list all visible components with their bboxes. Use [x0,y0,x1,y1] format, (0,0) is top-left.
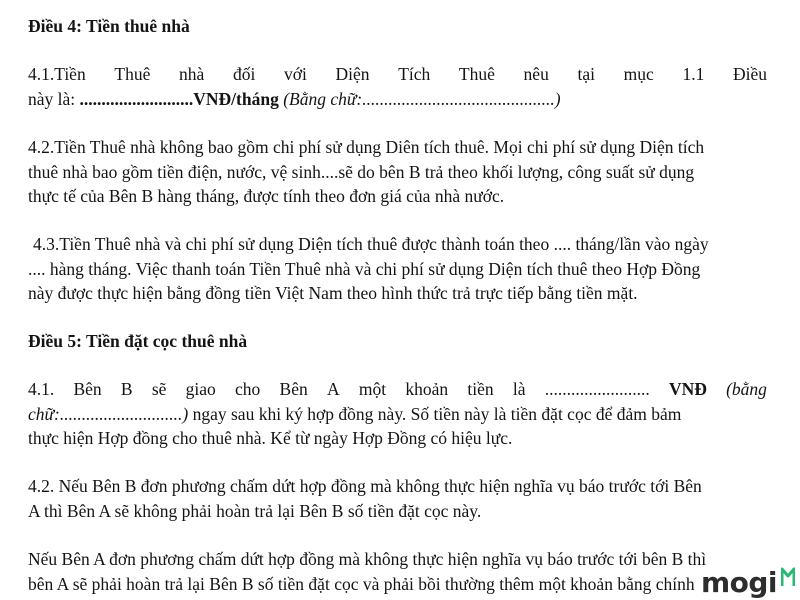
article-4-clause-1-line-1 [28,62,767,87]
word: tại [577,64,595,84]
article-5-clause-2-line-2: A thì Bên A sẽ không phải hoàn trả lại Bên B số tiền đặt cọc này. [28,500,482,521]
article-5-clause-3-line-1: Nếu Bên A đơn phương chấm dứt hợp đồng mà không thực hiện nghĩa vụ báo trước tới bên B thì [28,549,707,569]
word: tiền [467,379,494,399]
article-4-clause-2-line-3: thực tế của Bên B hàng tháng, được tính theo đơn giá của nhà nước. [28,186,505,206]
word: Bên [279,379,308,399]
word: đối [232,64,256,84]
article-5-clause-2-line-1: 4.2. Nếu Bên B đơn phương chấm dứt hợp đồng mà không thực hiện nghĩa vụ báo trước tới Bên [28,476,702,496]
word: nhà [179,64,205,84]
word: là [512,379,526,399]
word: Tích [398,64,431,84]
article-5-clause-1-line-2 [28,402,767,427]
word: Thuê [114,64,151,84]
article-5-clause-1 [28,377,767,451]
word: Bên [73,379,102,399]
article-4-clause-2-line-2: thuê nhà bao gồm tiền điện, nước, vệ sinh....sẽ do bên B trả theo khối lượng, công suất sử dụng [28,161,695,182]
word: A [326,379,340,399]
article-5-clause-1-line-1 [28,377,767,402]
document-page [28,0,767,600]
word: B [120,379,133,399]
article-4-clause-1-line-2 [28,87,767,112]
mogi-logo-text: mogi [700,566,777,599]
word: khoản [405,379,449,399]
article-4-clause-2 [28,135,767,209]
word: 4.1.Tiền [28,64,86,84]
article-4-heading: Điều 4: Tiền thuê nhà [28,16,190,36]
word: mục [623,64,654,84]
word: nêu [523,64,549,84]
word: Thuê [458,64,495,84]
article-5-clause-1-line-3: thực hiện Hợp đồng cho thuê nhà. Kể từ ngày Hợp Đồng có hiệu lực. [28,428,513,448]
deposit-currency: VNĐ [668,379,707,399]
word: một [358,379,387,399]
article-4-clause-2-line-1: 4.2.Tiền Thuê nhà không bao gồm chi phí sử dụng Diên tích thuê. Mọi chi phí sử dụng Diện tích [28,137,705,157]
article-5-clause-3 [28,547,767,596]
deposit-in-words-label: (bằng [726,379,767,399]
word: ........................ [544,379,650,399]
article-4-clause-1-text: này là: [28,88,80,109]
word: giao [185,379,216,399]
word: với [283,64,307,84]
article-5-clause-3-line-2: bên A sẽ phải hoàn trả lại Bên B số tiền đặt cọc và phải bồi thường thêm một khoản bằng chính [28,573,695,594]
rent-amount-in-words: (Bằng chữ:............................................) [278,88,561,109]
word: cho [235,379,261,399]
mogi-watermark [699,567,795,597]
word: 4.1. [28,379,55,399]
article-5-clause-2 [28,474,767,523]
rent-amount-blank: ..........................VNĐ/tháng [79,88,279,109]
mogi-logo-mark-icon [781,567,795,587]
word: Điều [732,64,767,84]
article-5-clause-1-text: ngay sau khi ký hợp đồng này. Số tiền này là tiền đặt cọc để đảm bảm [188,403,682,424]
word: sẽ [151,379,167,399]
article-4-clause-1 [28,62,767,111]
article-4-clause-3 [28,232,767,306]
article-4-clause-3-line-3: này được thực hiện bằng đồng tiền Việt Nam theo hình thức trả trực tiếp bằng tiền mặt. [28,283,638,303]
article-4-clause-3-line-2: .... hàng tháng. Việc thanh toán Tiền Thuê nhà và chi phí sử dụng Diện tích thuê theo Hợp Đồng [28,258,701,279]
deposit-amount-in-words: chữ:............................) [28,403,189,424]
word: Diện [335,64,370,84]
article-4-clause-3-line-1: 4.3.Tiền Thuê nhà và chi phí sử dụng Diện tích thuê được thành toán theo .... tháng/lần vào ngày [33,234,709,254]
article-5-heading: Điều 5: Tiền đặt cọc thuê nhà [28,331,248,351]
word: 1.1 [682,64,705,84]
